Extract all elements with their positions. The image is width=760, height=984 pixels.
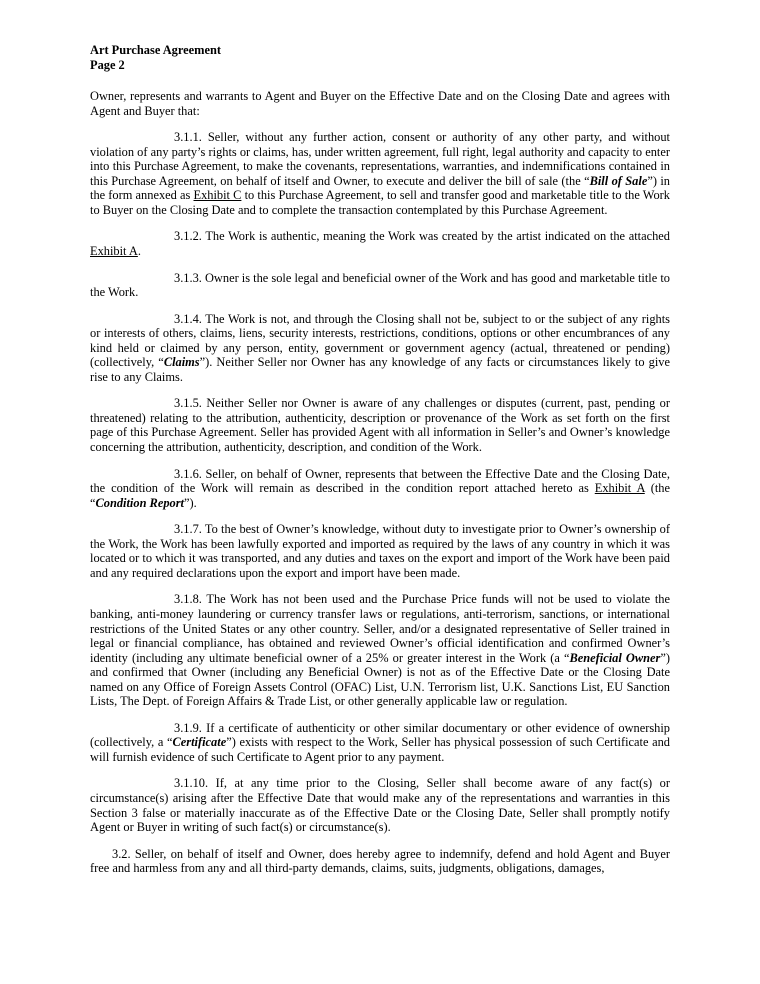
text-run: Claims: [163, 355, 200, 370]
text-run: Bill of Sale: [589, 173, 648, 188]
text-run: 3.1.6. Seller, on behalf of Owner, represents that between the Effective Date and the Closing Date, the condition of the Work will remain as described in the condition report attached hereto as: [90, 466, 670, 496]
clause-3-1-8: [90, 592, 670, 708]
text-run: .: [137, 244, 141, 259]
clause-3-1-3: [90, 271, 670, 300]
text-run: 3.1.5. Neither Seller nor Owner is aware of any challenges or disputes (current, past, pending or threatened) relating to the attribution, authenticity, description or provenance of the Work as set forth on the first page of this Purchase Agreement. Seller has provided Agent with all information in Seller’s and Owner’s knowledge concerning the attribution, authenticity, description, and condition of the Work.: [90, 396, 670, 455]
document-header: [90, 43, 670, 72]
text-run: to this Purchase Agreement, to sell and transfer good and marketable title to the Work to Buyer on the Closing Date and to complete the transaction contemplated by this Purchase Agreement.: [90, 188, 670, 217]
clause-3-2: [90, 847, 670, 876]
text-run: 3.1.4. The Work is not, and through the Closing shall not be, subject to or the subject of any rights or interests of others, claims, liens, security interests, restrictions, conditions, options or other encumbrances of any kind held or claimed by any person, entity, government or government agency (actual, threatened or pending) (collectively, “: [90, 311, 670, 370]
text-run: 3.1.8. The Work has not been used and the Purchase Price funds will not be used to violate the banking, anti-money laundering or currency transfer laws or regulations, anti-terrorism, sanctions, or international restrictions of the United States or any other country. Seller, and/or a designated representative of Seller trained in legal or financial compliance, has obtained and reviewed Owner’s official identification and confirmed Owner’s identity (including any ultimate beneficial owner of a 25% or greater interest in the Work (a “: [90, 592, 670, 665]
text-run: Certificate: [172, 735, 227, 750]
text-run: Exhibit A: [90, 244, 138, 259]
clause-3-1-2: [90, 229, 670, 258]
text-run: ”).: [183, 495, 197, 510]
clause-3-1-5: [90, 396, 670, 454]
text-run: ”). Neither Seller nor Owner has any knowledge of any facts or circumstances likely to give rise to any Claims.: [90, 355, 670, 384]
clause-3-1-9: [90, 721, 670, 765]
document-body: [90, 89, 670, 876]
clause-3-1-4: [90, 312, 670, 385]
text-run: 3.1.3. Owner is the sole legal and beneficial owner of the Work and has good and marketable title to the Work.: [90, 270, 670, 300]
text-run: Exhibit C: [193, 188, 242, 203]
text-run: 3.1.1. Seller, without any further action, consent or authority of any other party, and without violation of any party’s rights or claims, has, under written agreement, full right, legal authority and capacity to enter into this Purchase Agreement, to make the covenants, representations, warranties, and indemnifications contained in this Purchase Agreement, on behalf of itself and Owner, to execute and deliver the bill of sale (the “: [90, 130, 670, 188]
text-run: ”) exists with respect to the Work, Seller has physical possession of such Certificate and will furnish evidence of such Certificate to Agent prior to any payment.: [90, 735, 670, 764]
text-run: (the “: [90, 481, 670, 510]
text-run: Exhibit A: [594, 481, 645, 496]
text-run: 3.1.2. The Work is authentic, meaning the Work was created by the artist indicated on the attached: [174, 229, 670, 244]
text-run: Condition Report: [95, 495, 184, 510]
document-title: Art Purchase Agreement: [90, 43, 221, 57]
text-run: 3.1.9. If a certificate of authenticity or other similar documentary or other evidence of ownership (collectively, a “: [90, 720, 670, 750]
text-run: 3.2. Seller, on behalf of itself and Owner, does hereby agree to indemnify, defend and hold Agent and Buyer free and harmless from any and all third-party demands, claims, suits, judgments, obligations, damages,: [90, 846, 670, 876]
text-run: Owner, represents and warrants to Agent and Buyer on the Effective Date and on the Closing Date and agrees with Agent and Buyer that:: [90, 89, 670, 118]
clause-3-1-1: [90, 130, 670, 217]
text-run: ”) in the form annexed as: [90, 173, 670, 203]
text-run: Beneficial Owner: [569, 650, 661, 665]
clause-3-1-6: [90, 467, 670, 511]
text-run: 3.1.10. If, at any time prior to the Closing, Seller shall become aware of any fact(s) or circumstance(s) arising after the Effective Date that would make any of the representations and warranties in this Section 3 false or materially inaccurate as of the Effective Date or the Closing Date, Seller shall promptly notify Agent or Buyer in writing of such fact(s) or circumstance(s).: [90, 776, 670, 835]
text-run: 3.1.7. To the best of Owner’s knowledge, without duty to investigate prior to Owner’s ownership of the Work, the Work has been lawfully exported and imported as required by the laws of any country in which it was located or to which it was transported, and any duties and taxes on the export and import of the Work have been paid and any required declarations upon the export and import have been made.: [90, 522, 670, 580]
page-number-label: Page 2: [90, 57, 125, 72]
clause-3-1-7: [90, 522, 670, 580]
intro-paragraph: [90, 89, 670, 118]
text-run: ”) and confirmed that Owner (including any Beneficial Owner) is not as of the Effective Date or the Closing Date named on any Office of Foreign Assets Control (OFAC) List, U.N. Terrorism list, U.K. Sanctions List, EU Sanction Lists, The Dept. of Foreign Affairs & Trade List, or other generally applicable law or regulation.: [90, 650, 670, 709]
clause-3-1-10: [90, 776, 670, 834]
